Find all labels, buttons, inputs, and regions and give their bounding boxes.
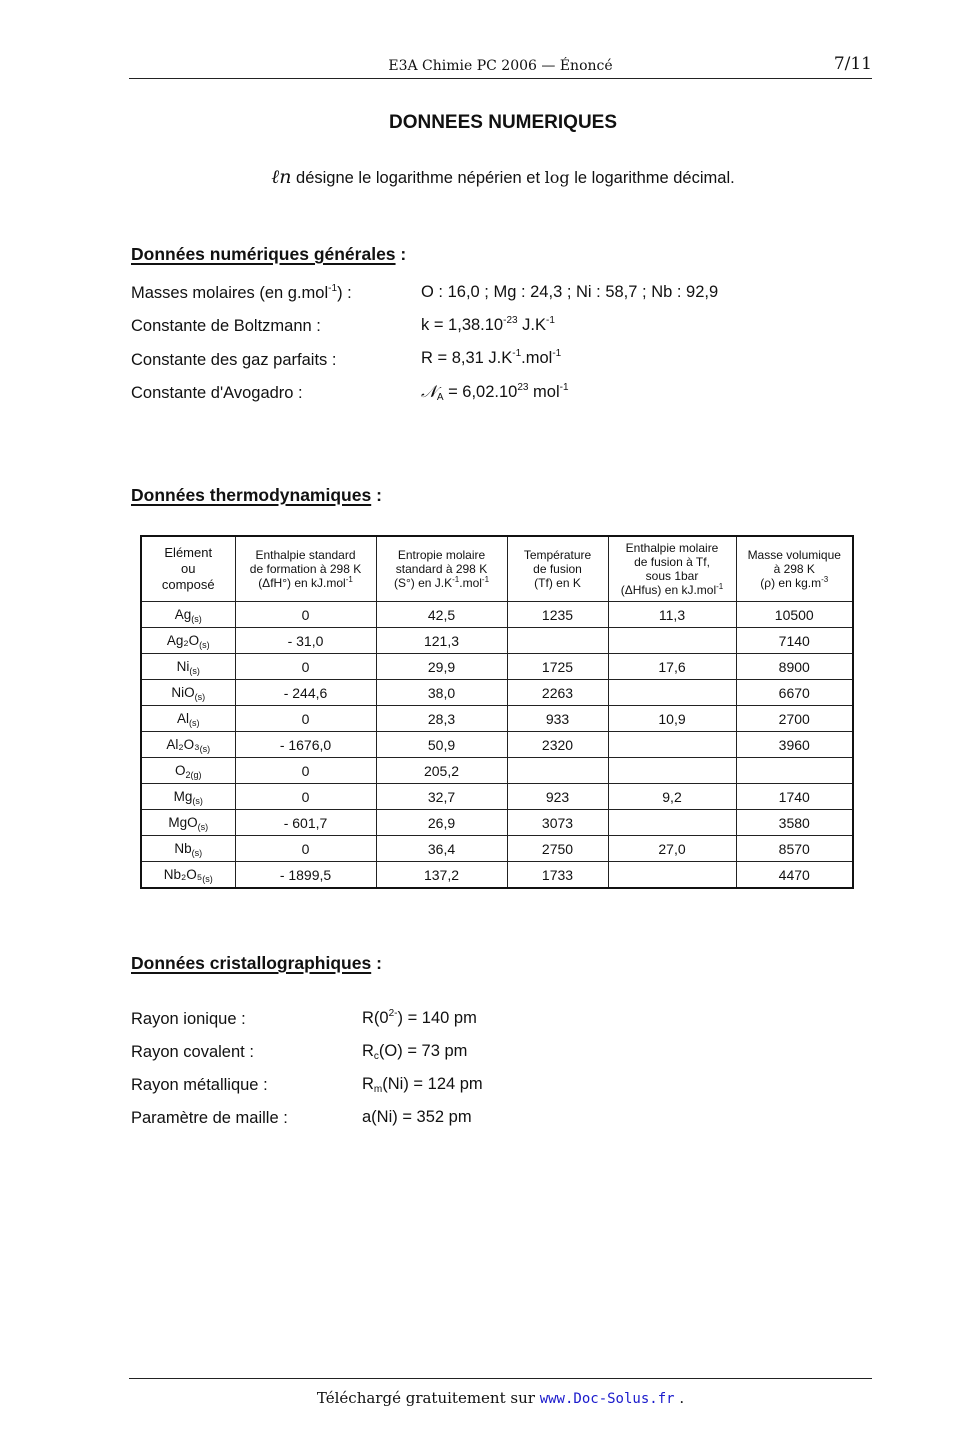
compound-cell: $Ag_{(s)}$ [141,602,235,628]
fusion-enthalpy-cell [608,628,736,654]
avogadro-unit: mol [528,383,560,401]
avogadro-label: Constante d'Avogadro : [131,384,303,402]
table-header-row [141,536,853,602]
table-row [141,654,853,680]
temperature-cell: 1235 [507,602,608,628]
fusion-enthalpy-cell [608,732,736,758]
col-header-temperature: Température de fusion (Tf) en K [507,536,608,602]
compound-cell: $O_{2(g)}$ [141,758,235,784]
molar-mass-label-text: Masses molaires (en g.mol [131,284,329,302]
covalent-radius-value: $R_c(O) = 73$ pm [362,1042,468,1062]
fusion-enthalpy-cell: 10,9 [608,706,736,732]
fusion-enthalpy-cell: 9,2 [608,784,736,810]
temperature-cell [507,628,608,654]
compound-cell: $Nb_{(s)}$ [141,836,235,862]
entropy-cell: 205,2 [376,758,507,784]
entropy-cell: 28,3 [376,706,507,732]
entropy-cell: 42,5 [376,602,507,628]
enthalpy-cell: - 1676,0 [235,732,376,758]
footer-text: Téléchargé gratuitement sur www.Doc-Solus.fr . [316,1389,685,1407]
entropy-cell: 38,0 [376,680,507,706]
boltzmann-unit: J.K [517,316,546,334]
page-header [129,54,872,79]
boltzmann-value [421,316,555,335]
density-cell: 10500 [736,602,853,628]
entropy-cell: 26,9 [376,810,507,836]
table-row [141,810,853,836]
section-heading-thermo [131,485,382,506]
table-row [141,732,853,758]
temperature-cell: 923 [507,784,608,810]
enthalpy-cell: - 1899,5 [235,862,376,889]
enthalpy-cell: 0 [235,654,376,680]
section-heading-cristal-text: Données cristallographiques [131,953,372,973]
density-cell: 3580 [736,810,853,836]
molar-mass-value: O : 16,0 ; Mg : 24,3 ; Ni : 58,7 ; Nb : 92,9 [421,283,719,301]
avogadro-number: = 6,02.10 [443,383,518,401]
fusion-enthalpy-cell: 27,0 [608,836,736,862]
page-footer [129,1378,872,1407]
exponent: -1 [512,348,522,359]
compound-cell: NiO$_{(s)}$ [141,680,235,706]
table-row [141,602,853,628]
metallic-radius-label: Rayon métallique : [131,1076,268,1094]
page-number: 7/11 [833,54,872,74]
compound-cell: $Ni_{(s)}$ [141,654,235,680]
heading-colon: : [395,244,407,264]
compound-cell: $Ag_2O_{(s)}$ [141,628,235,654]
avogadro-value [421,382,569,402]
section-heading-general-text: Données numériques générales [131,244,396,264]
col-header-entropy: Entropie molaire standard à 298 K (S°) en $J.K^{-1}.mol^{-1}$ [376,536,507,602]
entropy-cell: 137,2 [376,862,507,889]
fusion-enthalpy-cell [608,680,736,706]
compound-cell: $Al_2O_3_{(s)}$ [141,732,235,758]
exponent: -23 [503,315,518,326]
table-row [141,628,853,654]
entropy-cell: 50,9 [376,732,507,758]
temperature-cell [507,758,608,784]
header-title: E3A Chimie PC 2006 — Énoncé [388,58,613,74]
density-cell: 6670 [736,680,853,706]
temperature-cell: 1725 [507,654,608,680]
ionic-radius-value: $R(0^{2-}) = 140$ pm [362,1008,477,1027]
log-symbol: log [544,168,570,187]
density-cell: 8570 [736,836,853,862]
note-text-1: désigne le logarithme népérien et [291,169,545,187]
ln-symbol: ℓn [271,166,292,188]
col-header-fusion-enthalpy: Enthalpie molaire de fusion à Tf, sous 1bar (ΔHfus) en kJ.mol$^{-1}$ [608,536,736,602]
fusion-enthalpy-cell: 11,3 [608,602,736,628]
logarithm-note [0,166,980,189]
table-row [141,862,853,889]
compound-cell: $Mg_{(s)}$ [141,784,235,810]
entropy-cell: 36,4 [376,836,507,862]
thermo-table [140,535,854,889]
fusion-enthalpy-cell [608,862,736,889]
temperature-cell: 2320 [507,732,608,758]
thermo-table-body [141,602,853,889]
fusion-enthalpy-cell: 17,6 [608,654,736,680]
enthalpy-cell: 0 [235,758,376,784]
section-heading-thermo-text: Données thermodynamiques [131,485,372,505]
density-cell: 3960 [736,732,853,758]
enthalpy-cell: 0 [235,784,376,810]
compound-cell: $Nb_2O_5_{(s)}$ [141,862,235,889]
table-row [141,784,853,810]
enthalpy-cell: 0 [235,602,376,628]
molar-mass-label-end: ) : [337,284,352,302]
fusion-enthalpy-cell [608,810,736,836]
density-cell: 2700 [736,706,853,732]
compound-cell: $Al_{(s)}$ [141,706,235,732]
temperature-cell: 933 [507,706,608,732]
enthalpy-cell: 0 [235,836,376,862]
covalent-radius-label: Rayon covalent : [131,1043,254,1061]
density-cell: 7140 [736,628,853,654]
density-cell [736,758,853,784]
table-row [141,680,853,706]
section-heading-general [131,244,406,265]
exponent: -1 [546,315,555,326]
temperature-cell: 3073 [507,810,608,836]
density-cell: 1740 [736,784,853,810]
section-heading-cristal [131,953,382,974]
compound-cell: MgO$_{(s)}$ [141,810,235,836]
temperature-cell: 1733 [507,862,608,889]
note-text-2: le logarithme décimal. [569,169,735,187]
document-title: DONNEES NUMERIQUES [388,112,618,133]
enthalpy-cell: - 31,0 [235,628,376,654]
exponent: 23 [517,382,529,393]
exponent: -1 [328,283,338,294]
entropy-cell: 29,9 [376,654,507,680]
gas-constant-unit: .mol [521,349,553,367]
heading-colon: : [371,953,382,973]
ionic-radius-label: Rayon ionique : [131,1010,246,1028]
boltzmann-number: k = 1,38.10 [421,316,504,334]
table-row [141,758,853,784]
table-row [141,706,853,732]
col-header-enthalpy: Enthalpie standard de formation à 298 K (ΔfH°) en kJ.mol$^{-1}$ [235,536,376,602]
temperature-cell: 2263 [507,680,608,706]
table-row [141,836,853,862]
mesh-parameter-value: a(Ni) = 352 pm [362,1108,472,1126]
fusion-enthalpy-cell [608,758,736,784]
footer-link[interactable]: www.Doc-Solus.fr [539,1391,675,1407]
heading-colon: : [371,485,382,505]
enthalpy-cell: - 601,7 [235,810,376,836]
gas-constant-number: R = 8,31 J.K [421,349,513,367]
exponent: -1 [552,348,562,359]
avogadro-symbol: 𝒩 [421,382,437,401]
gas-constant-value [421,349,561,368]
molar-mass-label [131,284,352,303]
mesh-parameter-label: Paramètre de maille : [131,1109,288,1127]
col-header-density: Masse volumique à 298 K (ρ) en $kg.m^{-3}$ [736,536,853,602]
entropy-cell: 121,3 [376,628,507,654]
enthalpy-cell: - 244,6 [235,680,376,706]
boltzmann-label: Constante de Boltzmann : [131,317,321,335]
avogadro-subscript: A [436,392,444,403]
temperature-cell: 2750 [507,836,608,862]
enthalpy-cell: 0 [235,706,376,732]
density-cell: 4470 [736,862,853,889]
exponent: -1 [559,382,569,393]
col-header-element: Elément ou composé [141,536,235,602]
density-cell: 8900 [736,654,853,680]
gas-constant-label: Constante des gaz parfaits : [131,351,337,369]
entropy-cell: 32,7 [376,784,507,810]
metallic-radius-value: $R_m(Ni) = 124$ pm [362,1075,483,1095]
